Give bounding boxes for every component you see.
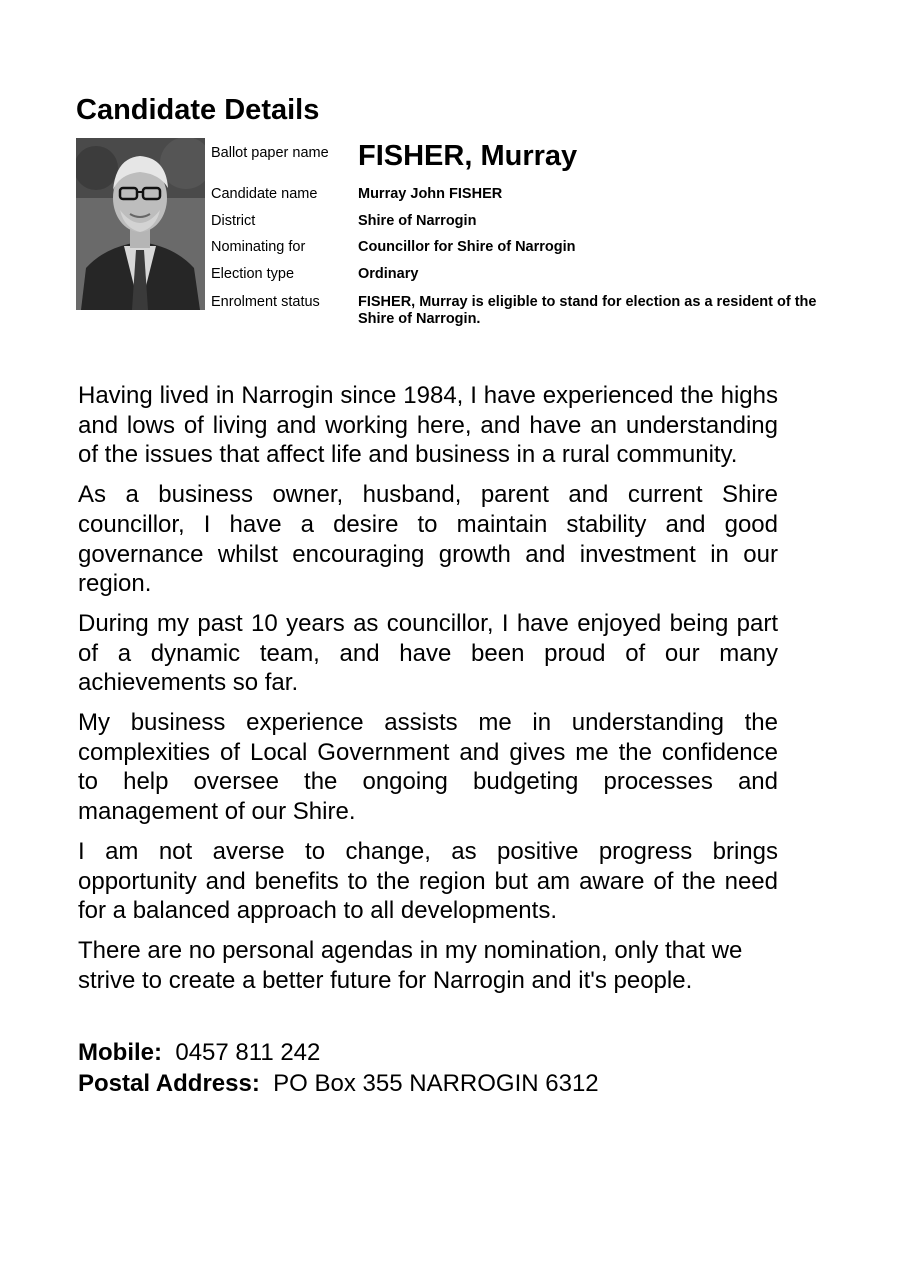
- page-title: Candidate Details: [76, 94, 320, 126]
- detail-label: Candidate name: [211, 186, 318, 202]
- postal-value: PO Box 355 NARROGIN 6312: [273, 1070, 599, 1097]
- contact-details: [78, 1037, 599, 1099]
- mobile-line: [78, 1037, 599, 1068]
- detail-value: FISHER, Murray is eligible to stand for election as a resident of the Shire of Narrogin.: [358, 294, 817, 327]
- candidate-statement: [78, 381, 778, 1005]
- candidate-photo: [76, 138, 205, 310]
- postal-label: Postal Address:: [78, 1070, 260, 1097]
- mobile-label: Mobile:: [78, 1039, 162, 1066]
- statement-paragraph: As a business owner, husband, parent and current Shire councillor, I have a desire to maintain stability and good governance whilst encouraging growth and investment in our region.: [78, 481, 778, 598]
- detail-label: Enrolment status: [211, 294, 320, 310]
- detail-label: District: [211, 213, 256, 229]
- detail-label: Nominating for: [211, 239, 306, 255]
- detail-label: Ballot paper name: [211, 145, 329, 161]
- statement-paragraph: There are no personal agendas in my nomination, only that we strive to create a better future for Narrogin and it's people.: [78, 936, 743, 994]
- statement-paragraph: During my past 10 years as councillor, I have enjoyed being part of a dynamic team, and have been proud of our many achievements so far.: [78, 609, 778, 697]
- detail-value: Councillor for Shire of Narrogin: [358, 239, 576, 255]
- detail-value: Murray John FISHER: [358, 186, 503, 202]
- mobile-value: 0457 811 242: [175, 1039, 321, 1066]
- detail-value: Shire of Narrogin: [358, 213, 477, 229]
- statement-paragraph: My business experience assists me in understanding the complexities of Local Government and gives me the confidence to help oversee the ongoing budgeting processes and management of our Shire.: [78, 709, 778, 826]
- ballot-name-value: FISHER, Murray: [358, 140, 578, 172]
- statement-paragraph: Having lived in Narrogin since 1984, I have experienced the highs and lows of living and working here, and have an understanding of the issues that affect life and business in a rural community.: [78, 382, 778, 469]
- postal-line: [78, 1068, 599, 1099]
- statement-paragraph: I am not averse to change, as positive progress brings opportunity and benefits to the region but am aware of the need for a balanced approach to all developments.: [78, 837, 778, 925]
- detail-value: Ordinary: [358, 266, 419, 282]
- detail-label: Election type: [211, 266, 295, 282]
